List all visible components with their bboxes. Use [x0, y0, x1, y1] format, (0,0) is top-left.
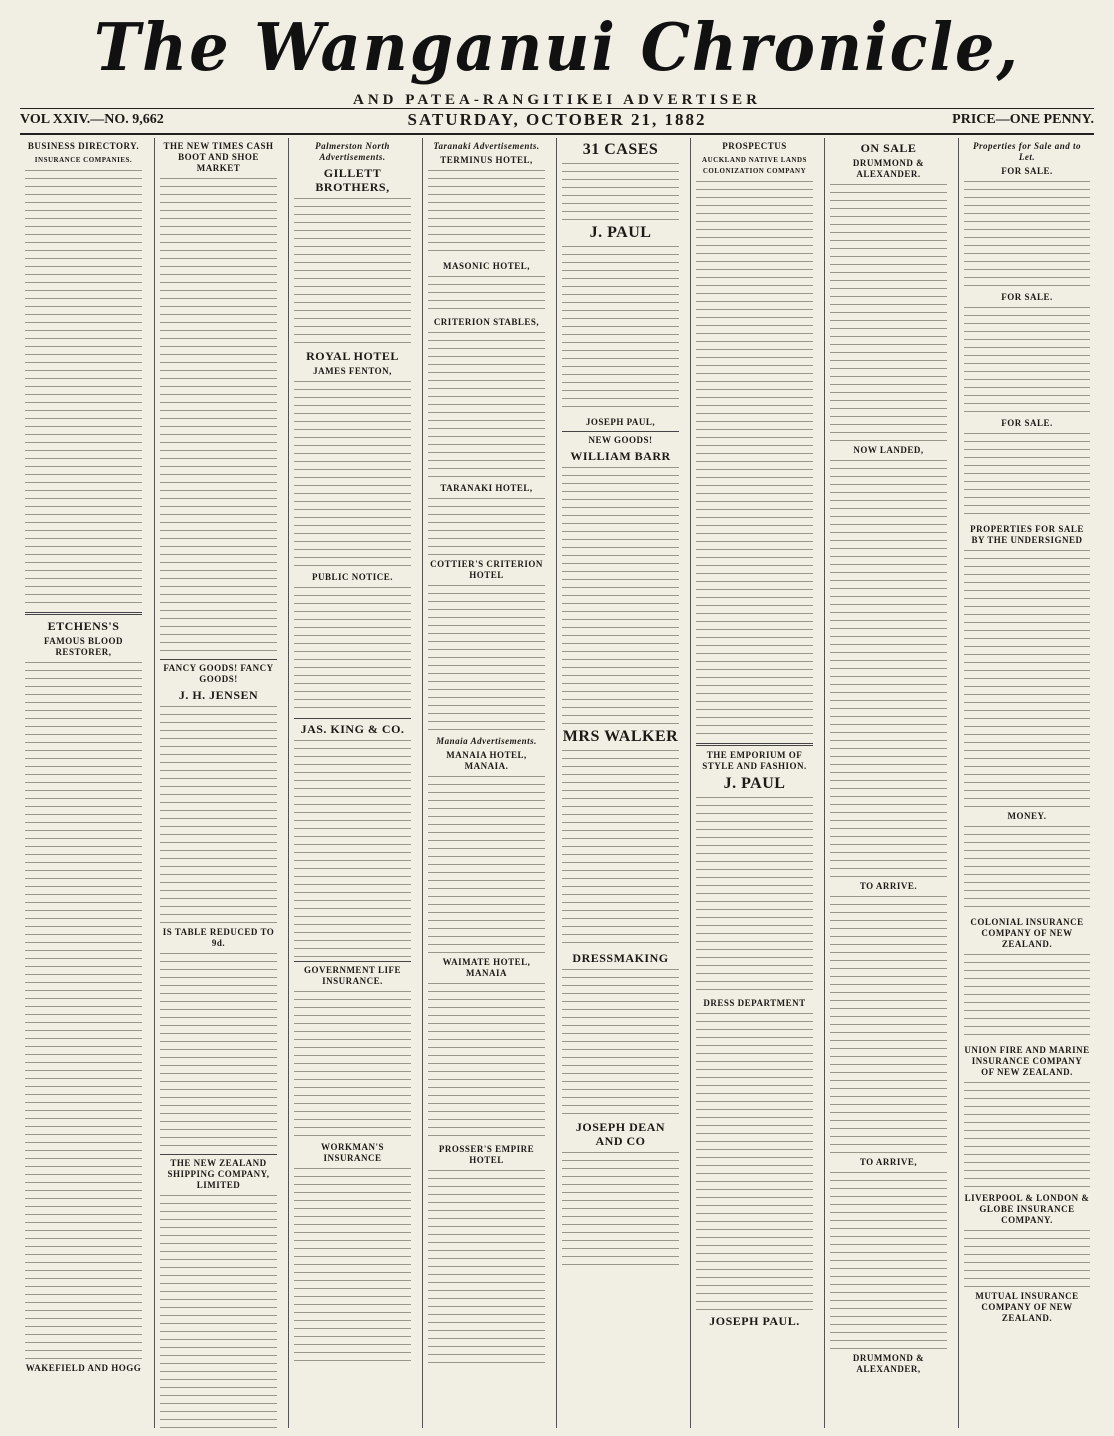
on-sale-heading: ON SALE [860, 141, 917, 155]
royal-hotel-heading: ROYAL HOTEL [306, 349, 399, 363]
union-text [964, 1080, 1090, 1190]
money-heading: MONEY. [1007, 811, 1047, 821]
walker-text [562, 748, 679, 948]
divider [160, 1154, 277, 1155]
on-sale-text [830, 182, 947, 442]
gillett-text [294, 196, 411, 346]
properties-text [964, 548, 1090, 808]
boot-market-heading: THE NEW TIMES CASH BOOT AND SHOE MARKET [163, 141, 274, 173]
boot-market-text [160, 176, 277, 656]
taranaki-text [428, 496, 545, 556]
liverpool-insurance-heading: LIVERPOOL & LONDON & GLOBE INSURANCE COMPANY. [964, 1193, 1090, 1225]
cottier-text [428, 583, 545, 733]
dateline-rule [20, 133, 1094, 135]
taranaki-hotel-heading: TARANAKI HOTEL, [440, 483, 533, 493]
fenton-text [294, 379, 411, 569]
blood-restorer-heading: FAMOUS BLOOD RESTORER, [43, 636, 124, 657]
dean-text [562, 1150, 679, 1270]
dressmaking-heading: DRESSMAKING [572, 951, 669, 965]
column-2 [154, 138, 282, 1428]
for-sale-1-text [964, 179, 1090, 289]
money-text [964, 824, 1090, 914]
columns [20, 138, 1094, 1428]
to-arrive-2-heading: TO ARRIVE, [859, 1157, 918, 1167]
column-8 [958, 138, 1095, 1428]
dress-department-text [696, 1011, 813, 1311]
shipping-company-heading: THE NEW ZEALAND SHIPPING COMPANY, LIMITED [167, 1158, 270, 1190]
column-1 [20, 138, 147, 1428]
workman-text [294, 1166, 411, 1366]
terminus-heading: TERMINUS HOTEL, [440, 155, 533, 165]
drummond-heading: DRUMMOND & ALEXANDER. [852, 158, 925, 179]
table-reduced-heading: IS TABLE REDUCED TO 9d. [162, 927, 275, 948]
price: PRICE—ONE PENNY. [952, 112, 1094, 127]
william-barr-heading: WILLIAM BARR [570, 449, 671, 463]
terminus-text [428, 168, 545, 258]
for-sale-3-text [964, 431, 1090, 521]
jensen-heading: J. H. JENSEN [178, 688, 259, 702]
colonial-insurance-heading: COLONIAL INSURANCE COMPANY OF NEW ZEALAND. [970, 917, 1084, 949]
dress-department-heading: DRESS DEPARTMENT [703, 998, 806, 1008]
prospectus-text [696, 179, 813, 739]
column-5 [556, 138, 684, 1428]
column-7 [824, 138, 952, 1428]
union-insurance-heading: UNION FIRE AND MARINE INSURANCE COMPANY OF NEW ZEALAND. [964, 1045, 1090, 1077]
to-arrive-text [830, 894, 947, 1154]
for-sale-2-heading: FOR SALE. [1001, 292, 1053, 302]
properties-undersigned-heading: PROPERTIES FOR SALE BY THE UNDERSIGNED [970, 524, 1084, 545]
new-goods-heading: NEW GOODS! [588, 435, 653, 445]
for-sale-1-heading: FOR SALE. [1001, 166, 1053, 176]
to-arrive-heading: TO ARRIVE. [859, 881, 918, 891]
divider [294, 718, 411, 719]
manaia-section-heading: Manaia Advertisements. [436, 736, 537, 746]
cottier-heading: COTTIER'S CRITERION HOTEL [430, 559, 543, 580]
public-notice-heading: PUBLIC NOTICE. [311, 572, 393, 582]
divider [25, 612, 142, 615]
j-paul-text [562, 244, 679, 414]
table-text [160, 951, 277, 1151]
prospectus-heading: PROSPECTUS [722, 141, 787, 151]
business-directory-heading: BUSINESS DIRECTORY. [27, 141, 140, 151]
colonial-text [964, 952, 1090, 1042]
cases-heading: 31 CASES [582, 141, 659, 158]
mutual-insurance-heading: MUTUAL INSURANCE COMPANY OF NEW ZEALAND. [975, 1291, 1079, 1323]
emporium-text [696, 795, 813, 995]
for-sale-3-heading: FOR SALE. [1001, 418, 1053, 428]
auckland-company-heading: AUCKLAND NATIVE LANDS COLONIZATION COMPANY [702, 156, 807, 175]
gillett-heading: GILLETT BROTHERS, [315, 166, 390, 194]
divider [562, 431, 679, 432]
palmerston-section-heading: Palmerston North Advertisements. [315, 141, 390, 162]
masonic-heading: MASONIC HOTEL, [442, 261, 530, 271]
directory-text [25, 168, 142, 608]
manaia-hotel-heading: MANAIA HOTEL, MANAIA. [446, 750, 527, 771]
joseph-dean-heading: JOSEPH DEAN AND CO [575, 1120, 666, 1148]
properties-section-heading: Properties for Sale and to Let. [972, 141, 1081, 162]
workman-heading: WORKMAN'S INSURANCE [321, 1142, 384, 1163]
waimate-heading: WAIMATE HOTEL, MANAIA [442, 957, 531, 978]
drummond-footer: DRUMMOND & ALEXANDER, [852, 1353, 925, 1374]
etchens-heading: ETCHENS'S [47, 619, 120, 633]
column-3 [288, 138, 416, 1428]
column-6 [690, 138, 818, 1428]
joseph-paul-footer: JOSEPH PAUL. [709, 1314, 800, 1328]
for-sale-2-text [964, 305, 1090, 415]
divider [696, 743, 813, 746]
volume-number: VOL XXIV.—NO. 9,662 [20, 112, 164, 127]
mrs-walker-heading: MRS WALKER [562, 728, 679, 745]
now-landed-text [830, 458, 947, 878]
insurance-heading: INSURANCE COMPANIES. [34, 156, 133, 164]
masthead-subtitle: AND PATEA-RANGITIKEI ADVERTISER [353, 92, 761, 108]
public-notice-text [294, 585, 411, 715]
masthead-title: The Wanganui Chronicle, [94, 9, 1020, 86]
barr-text [562, 465, 679, 725]
dressmaking-text [562, 967, 679, 1117]
j-paul-heading: J. PAUL [589, 224, 652, 241]
divider [160, 659, 277, 660]
criterion-text [428, 330, 545, 480]
jensen-text [160, 704, 277, 924]
empire-hotel-heading: PROSSER'S EMPIRE HOTEL [438, 1144, 535, 1165]
masonic-text [428, 274, 545, 314]
taranaki-section-heading: Taranaki Advertisements. [433, 141, 540, 151]
waimate-text [428, 981, 545, 1141]
j-paul-emporium-heading: J. PAUL [723, 775, 786, 792]
criterion-stables-heading: CRITERION STABLES, [433, 317, 540, 327]
jas-king-text [294, 738, 411, 958]
liverpool-text [964, 1228, 1090, 1288]
gov-life-text [294, 989, 411, 1139]
fenton-heading: JAMES FENTON, [313, 366, 392, 376]
gov-life-heading: GOVERNMENT LIFE INSURANCE. [303, 965, 402, 986]
to-arrive-2-text [830, 1170, 947, 1350]
manaia-text [428, 774, 545, 954]
empire-text [428, 1168, 545, 1368]
column-4 [422, 138, 550, 1428]
divider [294, 961, 411, 962]
blood-restorer-text [25, 660, 142, 1360]
dateline [20, 110, 1094, 132]
jas-king-heading: JAS. KING & CO. [300, 722, 405, 736]
wakefield-hogg: WAKEFIELD AND HOGG [25, 1363, 142, 1373]
shipping-text [160, 1193, 277, 1428]
emporium-heading: THE EMPORIUM OF STYLE AND FASHION. [702, 750, 807, 771]
top-rule [20, 108, 1094, 109]
now-landed-heading: NOW LANDED, [853, 445, 924, 455]
joseph-paul-heading: JOSEPH PAUL, [585, 417, 656, 427]
fancy-goods-heading: FANCY GOODS! FANCY GOODS! [163, 663, 274, 684]
cases-text [562, 161, 679, 221]
issue-date: SATURDAY, OCTOBER 21, 1882 [407, 110, 707, 129]
